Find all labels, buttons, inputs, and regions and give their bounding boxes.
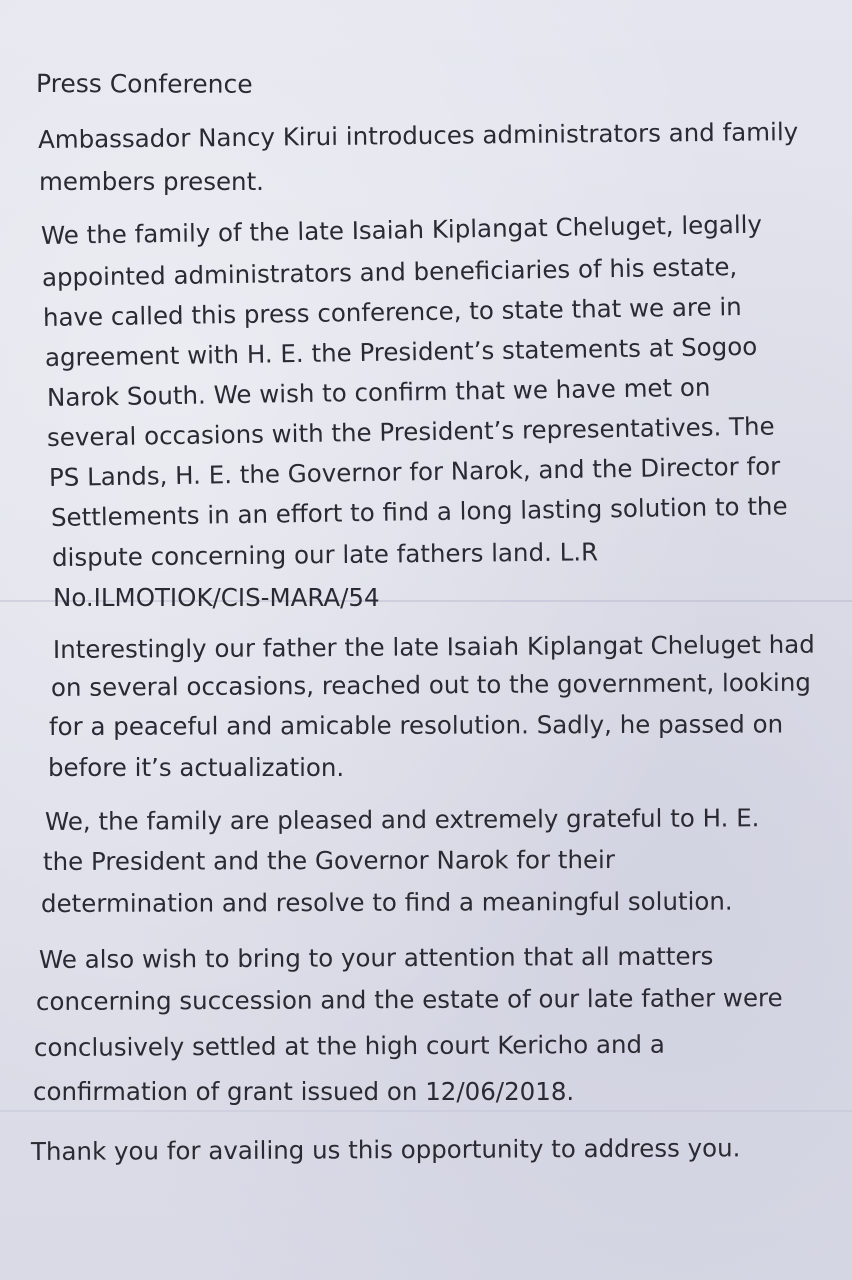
paragraph-line: on several occasions, reached out to the government, looking xyxy=(50,667,811,702)
paragraph-line: dispute concerning our late fathers land. L.R xyxy=(51,537,599,572)
paragraph-line: appointed administrators and beneficiaries of his estate, xyxy=(41,252,738,292)
paragraph-line: for a peaceful and amicable resolution. Sadly, he passed on xyxy=(48,709,784,741)
paragraph-line: PS Lands, H. E. the Governor for Narok, and the Director for xyxy=(48,451,781,492)
paragraph-line: No.ILMOTIOK/CIS-MARA/54 xyxy=(53,583,380,612)
paragraph-line: members present. xyxy=(39,167,264,196)
paragraph-line: confirmation of grant issued on 12/06/2018. xyxy=(33,1077,575,1106)
paragraph-line: before it’s actualization. xyxy=(48,753,345,782)
paragraph-line: We, the family are pleased and extremely grateful to H. E. xyxy=(44,803,760,836)
paragraph-line: Settlements in an effort to find a long lasting solution to the xyxy=(50,491,788,532)
paragraph-line: We also wish to bring to your attention that all matters xyxy=(38,941,714,974)
paragraph-line: concerning succession and the estate of our late father were xyxy=(35,983,783,1016)
paragraph-line: Ambassador Nancy Kirui introduces administrators and family xyxy=(37,117,799,154)
paragraph-line: several occasions with the President’s representatives. The xyxy=(46,411,775,452)
document-heading: Press Conference xyxy=(35,69,253,99)
paragraph-line: Interestingly our father the late Isaiah Kiplangat Cheluget had xyxy=(52,629,815,664)
paragraph-line: agreement with H. E. the President’s statements at Sogoo xyxy=(44,331,758,372)
paragraph-line: have called this press conference, to state that we are in xyxy=(42,292,742,332)
paragraph-line: Thank you for availing us this opportunity to address you. xyxy=(30,1133,741,1166)
paragraph-line: determination and resolve to find a meaningful solution. xyxy=(40,886,733,918)
paragraph-line: the President and the Governor Narok for their xyxy=(42,845,615,876)
paragraph-line: We the family of the late Isaiah Kiplangat Cheluget, legally xyxy=(40,209,763,250)
paragraph-line: Narok South. We wish to confirm that we have met on xyxy=(46,372,711,412)
paragraph-line: conclusively settled at the high court Kericho and a xyxy=(33,1029,665,1062)
